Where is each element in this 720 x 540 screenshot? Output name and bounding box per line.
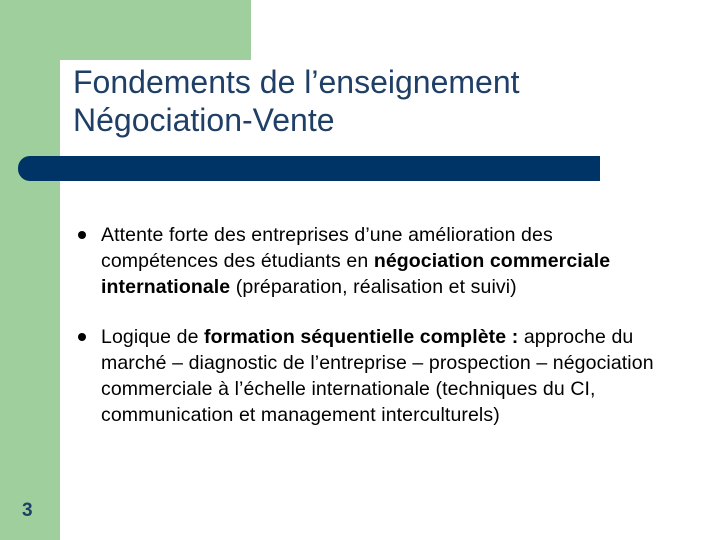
bullet-text: Logique de: [101, 326, 205, 348]
title-line-2: Négociation-Vente: [73, 102, 335, 138]
green-top-band: [60, 0, 251, 60]
bullet-text: (préparation, réalisation et suivi): [230, 276, 517, 298]
bullet-item: [78, 222, 668, 300]
bullet-bold-text: négociation commerciale internationale: [101, 250, 611, 298]
page-number: 3: [22, 500, 33, 521]
bullet-dot-icon: [78, 231, 86, 239]
bullet-item: [78, 324, 668, 428]
bullet-list: [78, 222, 668, 428]
title-underline-bar: [18, 156, 600, 181]
bullet-text: Attente forte des entreprises d’une amélioration des compétences des étudiants en: [101, 224, 553, 272]
green-sidebar-band: [0, 0, 60, 540]
slide-title: [73, 63, 693, 139]
title-line-1: Fondements de l’enseignement: [73, 64, 520, 100]
bullet-dot-icon: [78, 333, 86, 341]
bullet-bold-text: formation séquentielle complète :: [204, 326, 519, 348]
bullet-text: approche du marché – diagnostic de l’entreprise – prospection – négociation commerciale à l’échelle internationale (techniques du CI, communication et management interculturels): [101, 326, 654, 426]
